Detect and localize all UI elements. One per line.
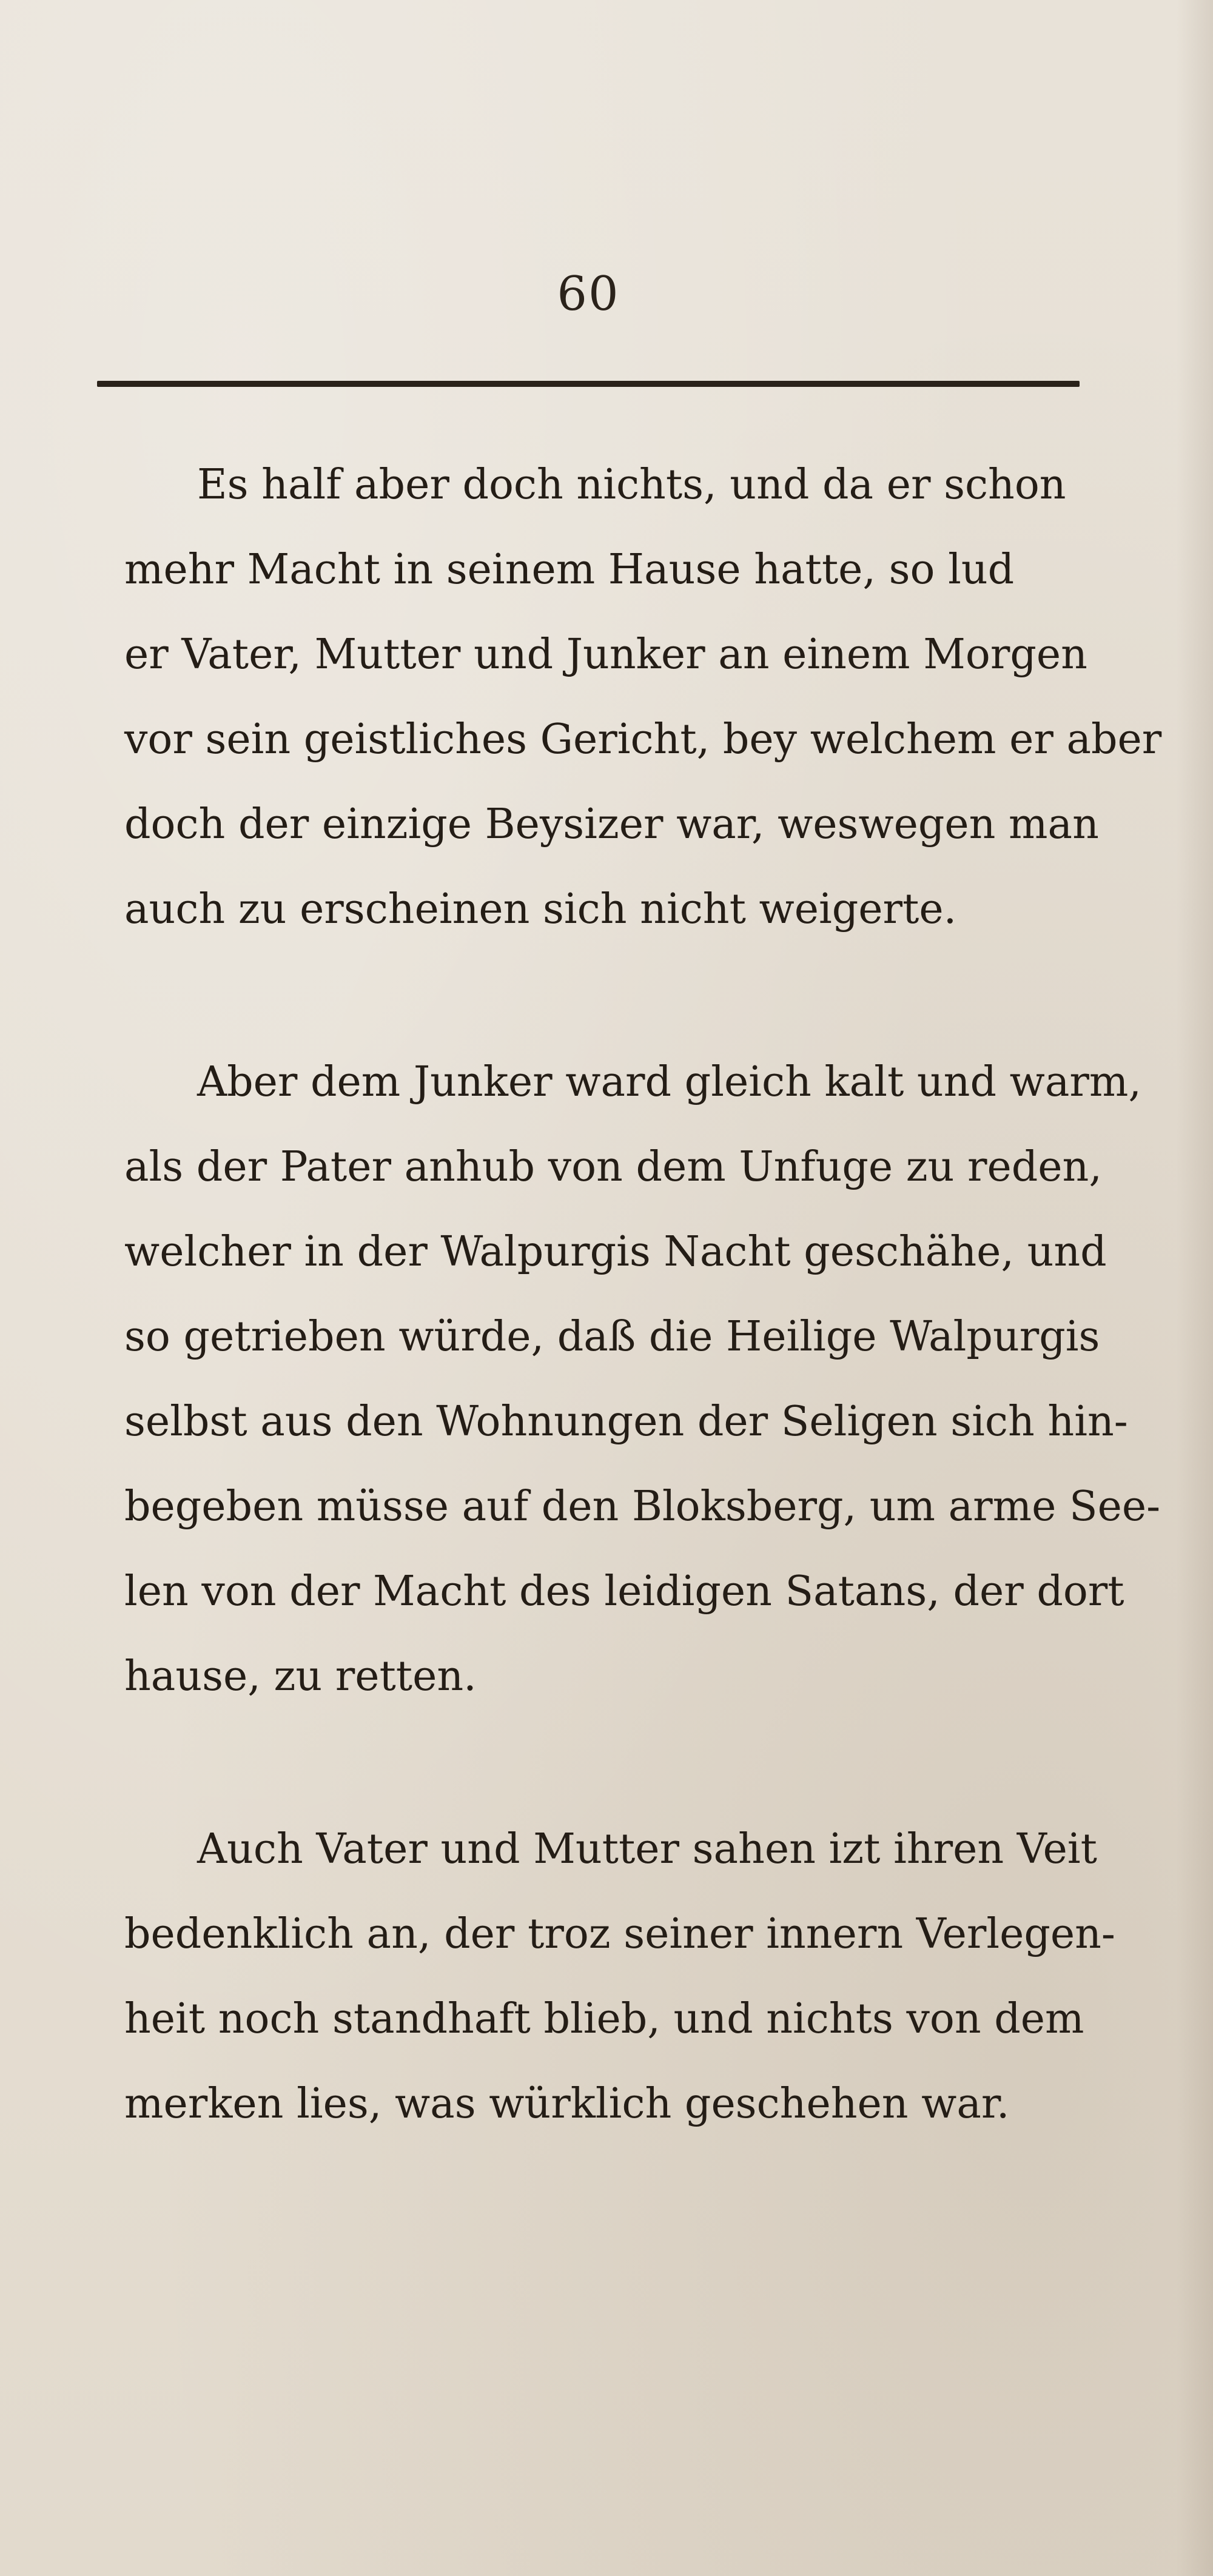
text-line: vor sein geistliches Gericht, bey welchem er aber (124, 716, 1162, 763)
text-line: mehr Macht in seinem Hause hatte, so lud (124, 546, 1015, 594)
text-line: Es half aber doch nichts, und da er schon (197, 461, 1066, 509)
header-rule (97, 381, 1080, 387)
text-line: welcher in der Walpurgis Nacht geschähe, und (124, 1228, 1107, 1276)
text-line: len von der Macht des leidigen Satans, der dort (124, 1568, 1124, 1615)
text-line: er Vater, Mutter und Junker an einem Morgen (124, 631, 1087, 679)
paragraph-2 (124, 1040, 1161, 1719)
text-line: Auch Vater und Mutter sahen izt ihren Veit (197, 1825, 1097, 1873)
text-line: heit noch standhaft blieb, und nichts von dem (124, 1995, 1084, 2043)
text-line: merken lies, was würklich geschehen war. (124, 2080, 1010, 2128)
text-line: doch der einzige Beysizer war, weswegen man (124, 800, 1099, 848)
text-line: begeben müsse auf den Bloksberg, um arme See- (124, 1483, 1161, 1531)
text-line: selbst aus den Wohnungen der Seligen sich hin- (124, 1398, 1128, 1446)
text-line: so getrieben würde, daß die Heilige Walpurgis (124, 1313, 1100, 1361)
text-line: hause, zu retten. (124, 1652, 477, 1700)
page-number: 60 (557, 267, 620, 321)
paragraph-3 (124, 1807, 1115, 2147)
text-line: auch zu erscheinen sich nicht weigerte. (124, 885, 957, 933)
text-line: als der Pater anhub von dem Unfuge zu reden, (124, 1143, 1102, 1191)
text-line: bedenklich an, der troz seiner innern Verlegen- (124, 1910, 1115, 1958)
page-edge-shadow (1177, 0, 1213, 2576)
paragraph-1 (124, 443, 1162, 952)
text-line: Aber dem Junker ward gleich kalt und warm, (197, 1058, 1141, 1106)
